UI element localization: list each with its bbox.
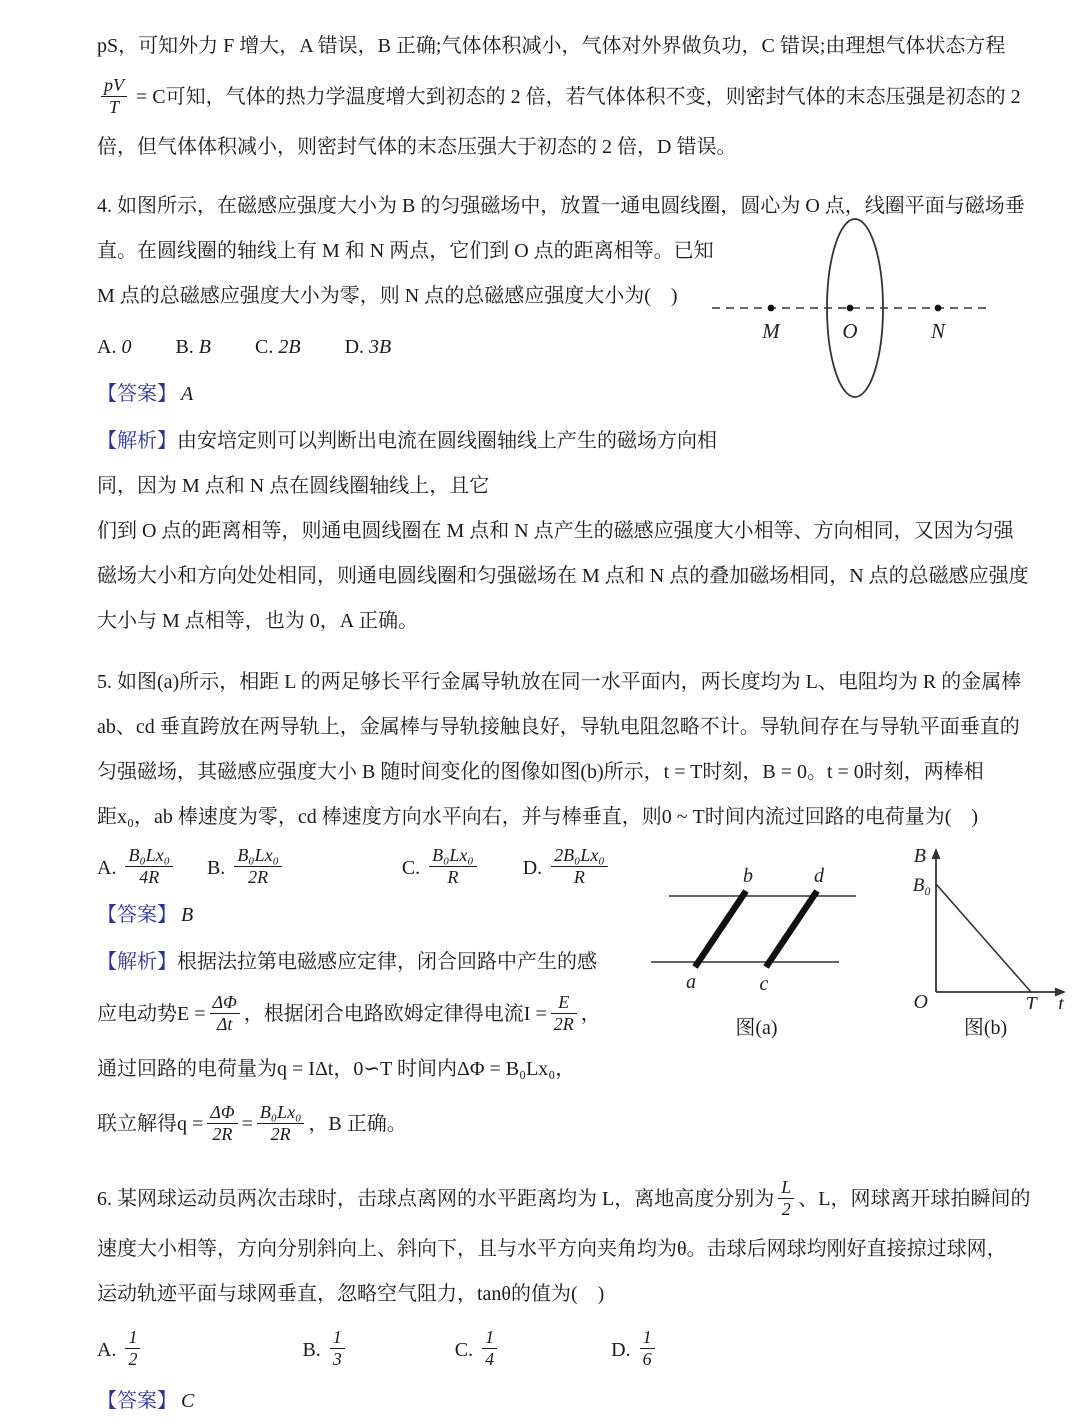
q4-analysis-line-3: 们到 O 点的距离相等，则通电圆线圈在 M 点和 N 点产生的磁感应强度大小相等、方向相同，又因为匀强	[97, 520, 1014, 542]
q5-analysis-line-2: 应电动势E = $\frac{\Delta\Phi}{\Delta t}$ ，根据闭合电路欧姆定律得电流I = $\frac{E}{2R}$ ，	[97, 992, 601, 1034]
point-n-label: N	[930, 319, 946, 343]
fraction: $\frac{\text{B₀Lx₀}}{R}$	[429, 845, 477, 887]
fraction-dphi-dt: $\frac{\Delta\Phi}{\Delta t}$	[210, 992, 240, 1034]
fraction: $\frac{1}{6}$	[640, 1327, 655, 1369]
t-axis-label: t	[1058, 993, 1064, 1009]
q5-analysis-line-1: 【解析】根据法拉第电磁感应定律，闭合回路中产生的感	[97, 951, 597, 973]
rod-b-label: b	[743, 865, 753, 887]
figure-a-caption: 图(a)	[735, 1017, 778, 1039]
question-4	[97, 184, 1029, 644]
q4-option-c: C. 2B	[255, 336, 301, 358]
q4-analysis-line-2: 同，因为 M 点和 N 点在圆线圈轴线上，且它	[97, 475, 490, 497]
q4-line-2: 直。在圆线圈的轴线上有 M 和 N 两点，它们到 O 点的距离相等。已知	[97, 240, 714, 262]
q5-option-c: C. $\frac{\text{B₀Lx₀}}{R}$	[402, 846, 481, 891]
intro-line-2-text: = C可知，气体的热力学温度增大到初态的 2 倍，若气体体积不变，则密封气体的末态压强是初态的 2	[131, 86, 1021, 108]
q4-option-a: A. 0	[97, 336, 132, 358]
question-5	[97, 660, 1064, 1153]
fraction-e-2r: $\frac{E}{2R}$	[551, 992, 577, 1034]
q6-option-d: D. $\frac{1}{6}$	[611, 1323, 658, 1377]
answer-tag: 【答案】	[97, 1390, 177, 1412]
origin-label: O	[913, 991, 928, 1009]
fraction-dphi-2r: $\frac{\Delta\Phi}{2R}$	[207, 1102, 237, 1144]
q6-options	[97, 1323, 985, 1377]
rod-cd	[766, 891, 817, 967]
q6-option-c: C. $\frac{1}{4}$	[455, 1323, 501, 1377]
y-axis-arrow	[932, 848, 941, 859]
q6-option-a: A. $\frac{1}{2}$	[97, 1323, 144, 1377]
fraction-pv-t: $\frac{pV}{T}$	[101, 75, 127, 117]
q6-line-2: 速度大小相等，方向分别斜向上、斜向下，且与水平方向夹角均为θ。击球后网球均刚好直接掠过球网，	[97, 1238, 1007, 1260]
analysis-tag: 【解析】	[97, 430, 177, 452]
q6-option-b: B. $\frac{1}{3}$	[302, 1323, 348, 1377]
point-o-dot	[847, 305, 854, 312]
rod-a-label: a	[686, 971, 696, 993]
q5-option-a: A. $\frac{\text{B₀Lx₀}}{4R}$	[97, 846, 177, 891]
q5-option-b: B. $\frac{\text{B₀Lx₀}}{2R}$	[207, 846, 286, 891]
rod-c-label: c	[759, 973, 769, 995]
figure-b-caption: 图(b)	[963, 1017, 1008, 1039]
fraction: $\frac{\text{B₀Lx₀}}{2R}$	[234, 845, 282, 887]
q6-line-3: 运动轨迹平面与球网垂直，忽略空气阻力，tanθ的值为( )	[97, 1283, 605, 1305]
bt-graph-figure	[898, 844, 1073, 1040]
q5-line-2: ab、cd 垂直跨放在两导轨上，金属棒与导轨接触良好，导轨电阻忽略不计。导轨间存在与导轨平面垂直的	[97, 716, 1020, 738]
q5-analysis-line-3: 通过回路的电荷量为q = IΔt，0∽T 时间内ΔΦ = B₀Lx₀，	[97, 1058, 576, 1080]
intro-paragraph	[97, 24, 1021, 170]
q4-analysis-line-5: 大小与 M 点相等，也为 0，A 正确。	[97, 610, 419, 632]
rod-d-label: d	[814, 865, 824, 887]
fraction-l-2: $\frac{L}{2}$	[778, 1177, 794, 1219]
q4-line-1: 4. 如图所示，在磁感应强度大小为 B 的匀强磁场中，放置一通电圆线圈，圆心为 O 点，线圈平面与磁场垂	[97, 195, 1025, 217]
q5-line-4: 距x₀，ab 棒速度为零，cd 棒速度方向水平向右，并与棒垂直，则0 ~ T时间内流过回路的电荷量为( )	[97, 806, 979, 828]
rod-ab	[695, 891, 746, 967]
rails-figure	[649, 844, 864, 1040]
point-m-label: M	[762, 319, 780, 343]
fraction: $\frac{1}{2}$	[125, 1327, 140, 1369]
q5-answer: 【答案】 B	[97, 904, 194, 926]
q5-option-d: D. $\frac{\text{2B₀Lx₀}}{R}$	[523, 846, 612, 891]
point-m-dot	[768, 305, 775, 312]
q4-answer: 【答案】 A	[97, 383, 194, 405]
point-n-dot	[935, 305, 942, 312]
q5-left-column	[97, 840, 649, 1153]
fraction-b0lx0-2r: $\frac{\text{B₀Lx₀}}{2R}$	[257, 1102, 305, 1144]
fraction: $\frac{\text{B₀Lx₀}}{4R}$	[125, 845, 173, 887]
fraction: $\frac{\text{2B₀Lx₀}}{R}$	[551, 845, 608, 887]
analysis-tag: 【解析】	[97, 951, 177, 973]
q5-line-3: 匀强磁场，其磁感应强度大小 B 随时间变化的图像如图(b)所示，t = T时刻，B = 0。t = 0时刻，两棒相	[97, 761, 984, 783]
coil-axis-figure	[709, 210, 991, 406]
b-axis-label: B	[913, 845, 926, 867]
fraction: $\frac{1}{3}$	[330, 1327, 345, 1369]
q4-option-b: B. B	[175, 336, 212, 358]
answer-tag: 【答案】	[97, 904, 177, 926]
q4-analysis-line-1: 【解析】由安培定则可以判断出电流在圆线圈轴线上产生的磁场方向相	[97, 430, 717, 452]
q4-line-3: M 点的总磁感应强度大小为零，则 N 点的总磁感应强度大小为( )	[97, 285, 678, 307]
intro-line-3: 倍，但气体体积减小，则密封气体的末态压强大于初态的 2 倍，D 错误。	[97, 136, 737, 158]
b0-tick-label: B₀	[912, 875, 931, 896]
t-tick-label: T	[1025, 993, 1037, 1009]
answer-tag: 【答案】	[97, 383, 177, 405]
q5-line-1: 5. 如图(a)所示，相距 L 的两足够长平行金属导轨放在同一水平面内，两长度均为 L、电阻均为 R 的金属棒	[97, 671, 1022, 693]
q4-analysis-line-4: 磁场大小和方向处处相同，则通电圆线圈和匀强磁场在 M 点和 N 点的叠加磁场相同，N 点的总磁感应强度	[97, 565, 1029, 587]
b-decline-line	[936, 884, 1031, 992]
intro-line-2	[97, 69, 1021, 125]
q6-line-1: 6. 某网球运动员两次击球时，击球点离网的水平距离均为 L，离地高度分别为 $\frac{L}{2}$ 、L，网球离开球拍瞬间的	[97, 1177, 1031, 1219]
fraction: $\frac{1}{4}$	[482, 1327, 497, 1369]
q6-answer: 【答案】 C	[97, 1390, 195, 1412]
point-o-label: O	[842, 319, 858, 343]
q5-analysis-line-4: 联立解得q = $\frac{\Delta\Phi}{2R}$ = $\frac{\text{B₀Lx₀}}{2R}$ ，B 正确。	[97, 1102, 407, 1144]
q4-option-d: D. 3B	[344, 336, 392, 358]
q5-options	[97, 846, 649, 891]
intro-line-1: pS，可知外力 F 增大，A 错误，B 正确;气体体积减小，气体对外界做负功，C 错误;由理想气体状态方程	[97, 35, 1006, 57]
q5-figures	[649, 840, 1073, 1040]
